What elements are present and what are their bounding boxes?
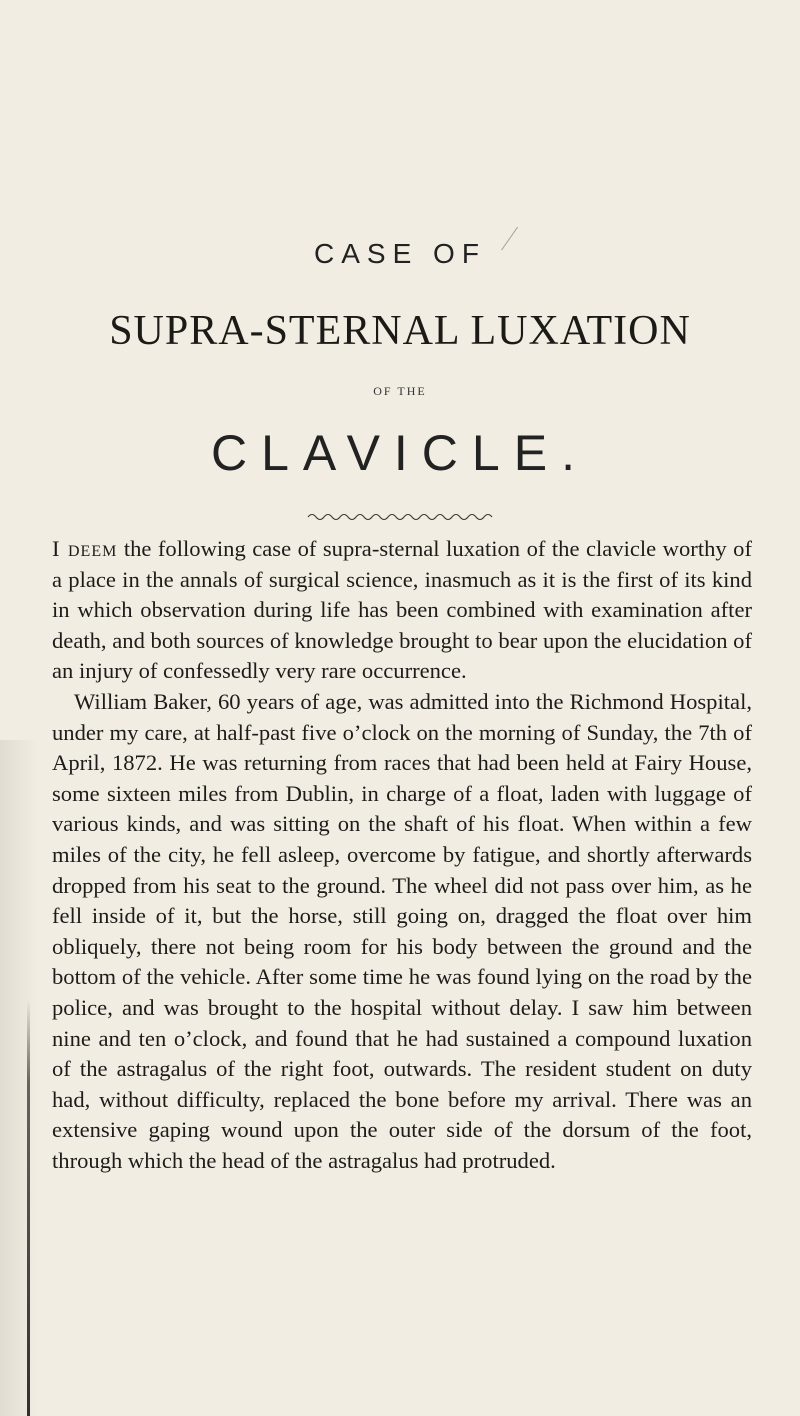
wavy-rule-ornament: [306, 510, 496, 524]
page-edge-line: [27, 1000, 30, 1416]
paragraph-1-text: the following case of supra-sternal luxation of the clavicle worthy of a place in the annals of surgical science, inasmuch as it is the first of its kind in which observation during life has been combined with examination after death, and both sources of knowledge brought to bear upon the elucidation of an injury of confessedly very rare occurrence.: [52, 536, 752, 684]
title-case-of: CASE OF: [314, 238, 486, 269]
paragraph-1-lead: I deem: [52, 536, 118, 561]
paragraph-2: William Baker, 60 years of age, was admitted into the Richmond Hospital, under my care, at half-past five o’clock on the morning of Sunday, the 7th of April, 1872. He was returning from races that had been held at Fairy House, some sixteen miles from Dublin, in charge of a float, laden with luggage of various kinds, and was sitting on the shaft of his float. When within a few miles of the city, he fell asleep, overcome by fatigue, and shortly afterwards dropped from his seat to the ground. The wheel did not pass over him, as he fell inside of it, but the horse, still going on, dragged the float over him obliquely, there not being room for his body between the ground and the bottom of the vehicle. After some time he was found lying on the road by the police, and was brought to the hospital without delay. I saw him between nine and ten o’clock, and found that he had sustained a compound luxation of the astragalus of the right foot, outwards. The resident student on duty had, without difficulty, replaced the bone before my arrival. There was an extensive gaping wound upon the outer side of the dorsum of the foot, through which the head of the astragalus had protruded.: [52, 688, 752, 1173]
binding-shadow: [0, 740, 38, 1416]
title-main: SUPRA-STERNAL LUXATION: [109, 308, 691, 354]
paragraph-1: [52, 534, 752, 687]
title-clavicle: CLAVICLE.: [211, 425, 589, 481]
title-of-the: OF THE: [373, 384, 427, 398]
body-text: [52, 534, 752, 1176]
